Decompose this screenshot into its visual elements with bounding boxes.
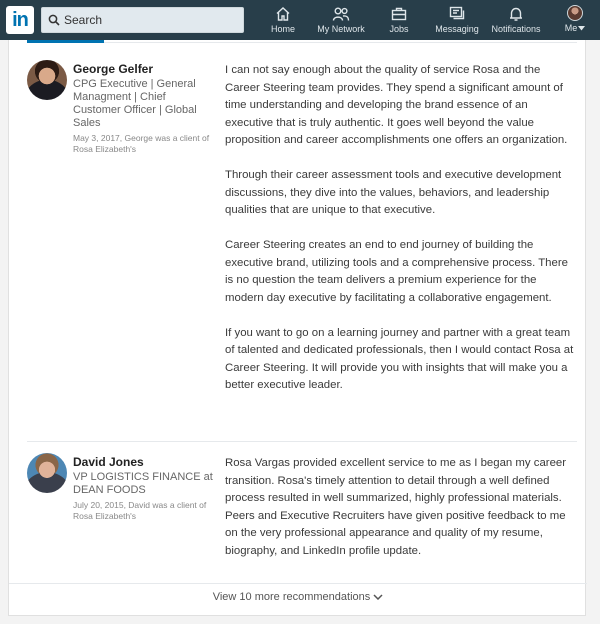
recommender-avatar[interactable] (27, 60, 67, 100)
footer-divider (9, 583, 587, 584)
recommender-name[interactable]: George Gelfer (73, 62, 154, 76)
recommendation-paragraph: Through their career assessment tools and executive development discussions, they dive into the values, behaviors, and leadership qualities that are unique to that executive. (225, 169, 562, 216)
briefcase-icon (391, 6, 407, 22)
recommendation-divider (27, 441, 577, 442)
recommendations-card (8, 40, 586, 616)
recommendation-paragraph: I can not say enough about the quality of service Rosa and the Career Steering team provides. They spend a significant amount of time understanding and developing the brand essence of an executive that is truly authentic. It goes well beyond the value proposition and career accomplishments one offers an organization. (225, 64, 568, 146)
nav-jobs-label: Jobs (389, 24, 409, 34)
tab-divider (27, 42, 577, 43)
view-more-label: View 10 more recommendations (212, 591, 371, 603)
view-more-recommendations-button[interactable] (9, 591, 587, 603)
nav-my-network[interactable] (313, 0, 369, 40)
nav-messaging[interactable] (432, 0, 482, 40)
recommender-info (73, 62, 213, 155)
search-icon (48, 14, 60, 26)
avatar[interactable] (567, 5, 583, 21)
recommendation-text (225, 62, 575, 395)
nav-my-network-label: My Network (317, 24, 365, 34)
recommender-name[interactable]: David Jones (73, 455, 144, 469)
nav-me[interactable] (558, 0, 592, 40)
search-box[interactable] (41, 7, 244, 33)
messaging-icon (449, 6, 465, 22)
bell-icon (508, 6, 524, 22)
chevron-down-icon (373, 594, 383, 600)
recommendation-text (225, 455, 575, 560)
search-input[interactable] (64, 11, 239, 29)
chevron-down-icon (578, 26, 585, 31)
nav-home[interactable] (266, 0, 300, 40)
nav-messaging-label: Messaging (435, 24, 479, 34)
recommender-info (73, 455, 213, 522)
recommendation-meta: May 3, 2017, George was a client of Rosa Elizabeth's (73, 133, 210, 154)
recommender-headline: VP LOGISTICS FINANCE at DEAN FOODS (73, 471, 213, 496)
recommender-headline: CPG Executive | General Managment | Chief Customer Officer | Global Sales (73, 78, 197, 129)
linkedin-logo[interactable]: in (6, 6, 34, 34)
network-icon (332, 6, 350, 22)
recommender-avatar[interactable] (27, 453, 67, 493)
nav-notifications-label: Notifications (491, 24, 541, 34)
nav-home-label: Home (270, 24, 295, 34)
nav-notifications[interactable] (487, 0, 545, 40)
nav-jobs[interactable] (384, 0, 414, 40)
recommendation-paragraph: Career Steering creates an end to end journey of building the executive brand, utilizing tools and a comprehensive process. There is no question the team delivers a premium experience for the modern day executive by facilitating a collaborative engagement. (225, 239, 568, 304)
recommendation-paragraph: Rosa Vargas provided excellent service to me as I began my career transition. Rosa's timely attention to detail through a well defined process resulted in well summarized, highly professional materials. Peers and Executive Recruiters have given positive feedback to me on the very professional appearance and quality of my resume, biography, and LinkedIn profile update. (225, 457, 567, 557)
top-navbar (0, 0, 600, 40)
recommendation-paragraph: If you want to go on a learning journey and partner with a great team of talented and dedicated professionals, then I would contact Rosa at Career Steering. It will provide you with insights that will make you a better executive leader. (225, 326, 574, 391)
active-tab-indicator (27, 40, 104, 43)
recommendation-meta: July 20, 2015, David was a client of Rosa Elizabeth's (73, 500, 207, 521)
home-icon (275, 6, 291, 22)
nav-me-label: Me (558, 23, 592, 33)
